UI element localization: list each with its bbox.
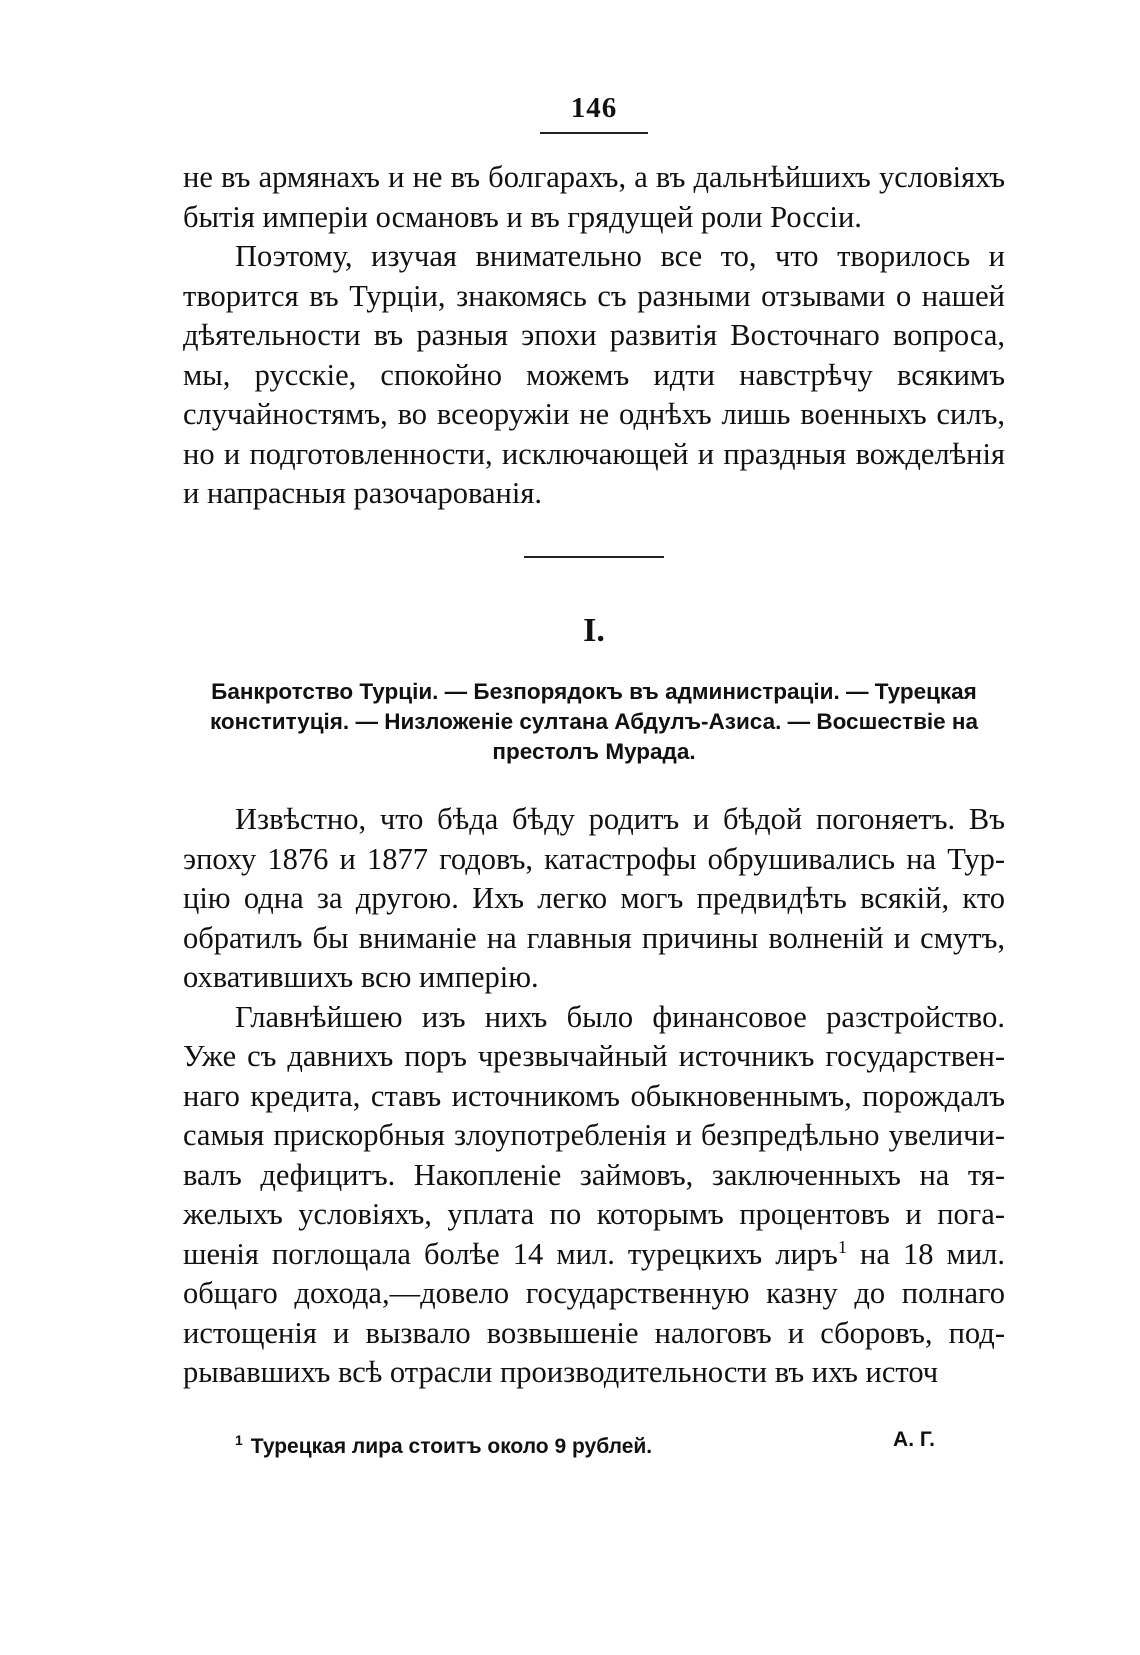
- intro-paragraph: Поэтому, изучая внимательно все то, что творилось и творится въ Турціи, знакомясь съ разными отзывами о нашей дѣятельности въ разныя эпохи развитія Восточнаго вопроса, мы, русскіе, спокойно можемъ идти навстрѣчу всякимъ случайностямъ, во всеоружіи не однѣхъ лишь военныхъ силъ, но и подготовленности, исключающей и праздныя вожделѣнія и напрасныя разочарованія.: [183, 239, 1005, 510]
- chapter-paragraph-2: [183, 998, 1005, 1393]
- chapter-paragraph-2-end: на 18 мил. общаго дохода,—довело государственную казну до полнаго истощенія и вызвало возвышеніе налоговъ и сборовъ, подрывавшихъ всѣ отрасли производительности въ ихъ источ: [183, 1236, 1006, 1389]
- page-number: 146: [570, 92, 618, 124]
- chapter-summary: Банкротство Турціи. — Безпорядокъ въ администраціи. — Турецкая конституція. — Низложеніе султана Абдулъ-Азиса. — Восшествіе на престолъ Мурада.: [209, 679, 979, 764]
- footnote-text: Турецкая лира стоитъ около 9 рублей.: [250, 1435, 653, 1458]
- footnote-signature: А. Г.: [893, 1428, 935, 1451]
- footnote-reference[interactable]: 1: [837, 1236, 847, 1257]
- intro-paragraph-continuation: не въ армянахъ и не въ болгарахъ, а въ дальнѣйшихъ условіяхъ бытія имперіи османовъ и въ грядущей роли Россіи.: [183, 160, 1005, 234]
- footnote-mark: 1: [235, 1432, 243, 1448]
- page-number-underline: [540, 132, 648, 134]
- footnote: [235, 1426, 935, 1461]
- intro-text: [183, 158, 1005, 514]
- section-numeral: I.: [583, 612, 605, 649]
- chapter-paragraph-1: Извѣстно, что бѣда бѣду родитъ и бѣдой погоняетъ. Въ эпоху 1876 и 1877 годовъ, катастрофы обрушивались на Турцію одна за другою. Ихъ легко могъ предвидѣть всякій, кто обратилъ бы вниманіе на главныя причины волненій и смутъ, охватившихъ всю имперію.: [183, 802, 1005, 994]
- chapter-paragraph-2-start: Главнѣйшею изъ нихъ было финансовое разстройство. Уже съ давнихъ поръ чрезвычайный источникъ государственнаго кредита, ставъ источникомъ обыкновеннымъ, порождалъ самыя прискорбныя злоупотребленія и безпредѣльно увеличивалъ дефицитъ. Накопленіе займовъ, заключенныхъ на тяжелыхъ условіяхъ, уплата по которымъ процентовъ и погашенія поглощала болѣе 14 мил. турецкихъ лиръ: [183, 999, 1005, 1271]
- chapter-text: [183, 800, 1005, 1393]
- section-divider: [524, 556, 664, 558]
